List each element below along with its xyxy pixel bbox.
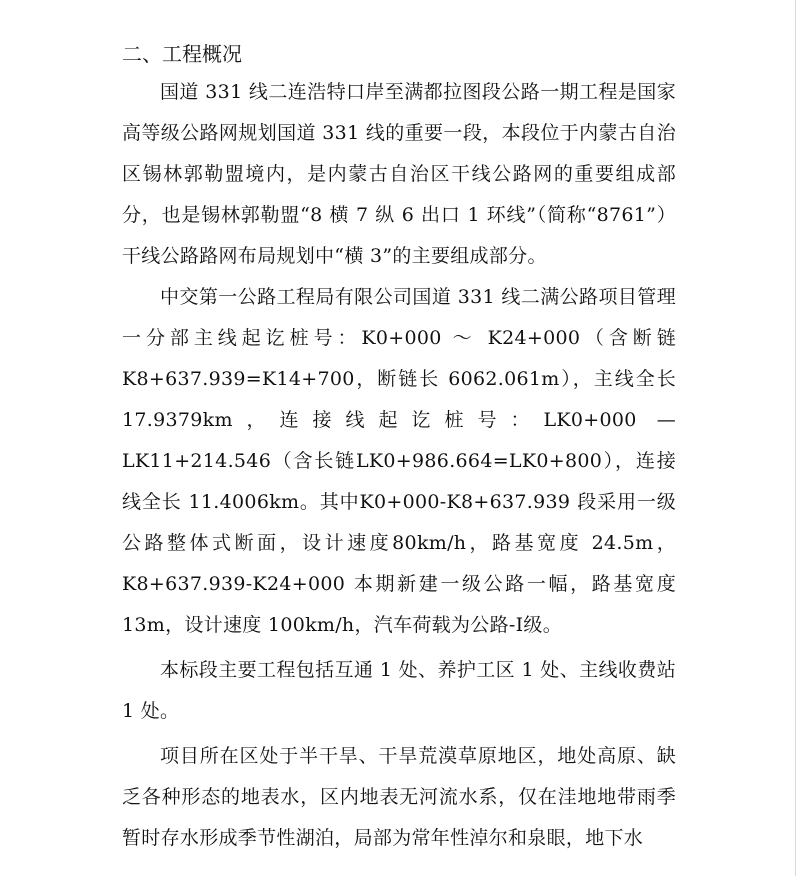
paragraph-site-conditions: 项目所在区处于半干旱、干旱荒漠草原地区，地处高原、缺乏各种形态的地表水，区内地表无河流水系，仅在洼地地带雨季暂时存水形成季节性湖泊，局部为常年性淖尔和泉眼，地下水 (122, 745, 676, 849)
paragraph-main-works: 本标段主要工程包括互通 1 处、养护工区 1 处、主线收费站 1 处。 (122, 659, 676, 722)
section-heading: 二、工程概况 (122, 42, 242, 66)
paragraph-project-overview: 国道 331 线二连浩特口岸至满都拉图段公路一期工程是国家高等级公路网规划国道 331 线的重要一段，本段位于内蒙古自治区锡林郭勒盟境内，是内蒙古自治区干线公路网的重要组成部分，也是锡林郭勒盟“8 横 7 纵 6 出口 1 环线”（简称“8761”）干线公路路网布局规划中“横 3”的主要组成部分。 (122, 81, 676, 267)
document-body (122, 36, 676, 859)
paragraph-mainline-stakes: 中交第一公路工程局有限公司国道 331 线二满公路项目管理一分部主线起讫桩号：K0+000 ～ K24+000（含断链K8+637.939=K14+700，断链长 6062.061m），主线全长 17.9379km，连接线起讫桩号：LK0+000 — LK11+214.546（含长链LK0+986.664=LK0+800），连接线全长 11.4006km。其中K0+000-K8+637.939 段采用一级公路整体式断面，设计速度80km/h，路基宽度 24.5m，K8+637.939-K24+000 本期新建一级公路一幅，路基宽度 13m，设计速度 100km/h，汽车荷载为公路-I级。 (122, 286, 676, 636)
